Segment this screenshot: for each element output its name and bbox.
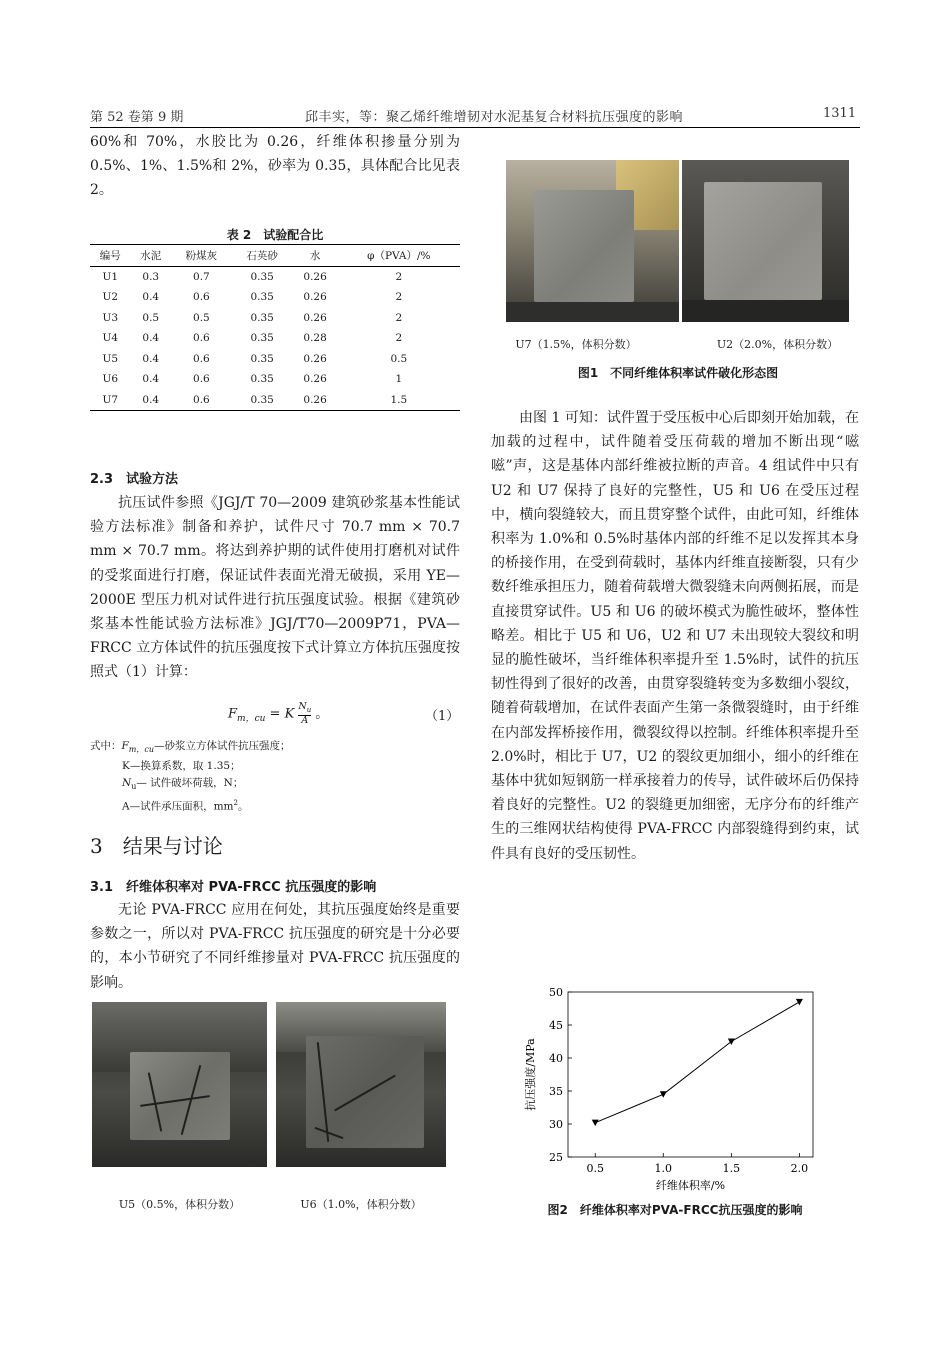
table-cell: 0.6: [193, 332, 210, 345]
photo-u5: [92, 1002, 267, 1167]
section-2-3-title: 2.3 试验方法: [90, 472, 179, 487]
photo-u5-caption: U5（0.5%，体积分数）: [118, 1198, 241, 1211]
y-tick-label: 50: [549, 986, 563, 999]
table-row: [90, 287, 460, 308]
table-cell: 0.6: [193, 352, 210, 365]
series-line: [595, 1002, 799, 1123]
table-row: [90, 308, 460, 329]
table-cell: 0.26: [303, 311, 327, 324]
header-rule: [90, 127, 860, 128]
table-cell: U6: [102, 373, 119, 386]
col-water: 水: [309, 249, 321, 262]
table-cell: 0.7: [193, 270, 210, 283]
table-row: [90, 266, 460, 287]
formula-1: $F_{m,cu} = K$ $\frac{N_u}{A}$ 。: [228, 701, 329, 726]
table-2: [90, 244, 460, 411]
table-cell: U2: [102, 291, 119, 304]
journal-issue: 第 52 卷第 9 期: [90, 110, 184, 125]
table-cell: U3: [102, 311, 119, 324]
table-cell: 0.26: [303, 270, 327, 283]
y-tick-label: 35: [549, 1085, 563, 1098]
table-cell: 0.26: [303, 352, 327, 365]
table-row: [90, 390, 460, 411]
photo-u7-caption: U7（1.5%，体积分数）: [515, 338, 637, 351]
table-cell: 1: [395, 373, 403, 386]
figure-2-caption: 图2 纤维体积率对PVA-FRCC抗压强度的影响: [547, 1203, 803, 1217]
figure-1-caption: 图1 不同纤维体积率试件破化形态图: [577, 366, 779, 380]
col-cement: 水泥: [140, 249, 162, 262]
table-cell: 0.35: [250, 332, 274, 345]
table-cell: 0.35: [250, 373, 274, 386]
table-cell: 0.26: [303, 393, 327, 406]
table-cell: 0.4: [142, 373, 160, 386]
table-cell: 0.3: [142, 270, 160, 283]
paragraph-test-method: 抗压试件参照《JGJ/T 70—2009 建筑砂浆基本性能试验方法标准》制备和养护，试件尺寸 70.7 mm × 70.7 mm × 70.7 mm。将达到养护期的试件使用打磨机对试件的受浆面进行打磨，保证试件表面光滑无破损，采用 YE—2000E 型压力机对试件进行抗压强度试验。根据《建筑砂浆基本性能试验方法标准》JGJ/T70—2009P71，PVA—FRCC 立方体试件的抗压强度按下式计算立方体抗压强度按照式（1）计算：: [90, 495, 460, 681]
col-flyash: 粉煤灰: [185, 249, 218, 262]
table-cell: 0.35: [250, 311, 274, 324]
table-cell: 2: [395, 332, 403, 345]
table-cell: 0.4: [142, 352, 160, 365]
table-cell: U5: [102, 352, 119, 365]
table-cell: 1.5: [390, 393, 408, 406]
table-cell: 0.4: [142, 393, 160, 406]
y-tick-label: 30: [549, 1118, 563, 1131]
table-cell: 0.5: [390, 352, 408, 365]
formula-number: （1）: [425, 709, 460, 724]
photo-u7: [506, 160, 679, 322]
photo-u2-caption: U2（2.0%，体积分数）: [716, 338, 839, 351]
y-tick-label: 25: [549, 1151, 563, 1164]
table-row: [90, 369, 460, 390]
table-cell: 0.35: [250, 270, 274, 283]
table-cell: 0.26: [303, 291, 327, 304]
table-cell: 0.4: [142, 332, 160, 345]
table-cell: 0.5: [193, 311, 210, 324]
table-row: [90, 349, 460, 370]
x-tick-label: 1.0: [654, 1162, 673, 1175]
data-point: [592, 1120, 599, 1127]
data-point: [660, 1091, 667, 1098]
y-axis-label: 抗压强度/MPa: [524, 1038, 537, 1111]
table-cell: 0.4: [142, 291, 160, 304]
table-cell: 0.35: [250, 393, 274, 406]
table-cell: 0.5: [142, 311, 160, 324]
col-quartz-sand: 石英砂: [246, 249, 278, 262]
y-tick-label: 40: [549, 1052, 563, 1065]
x-tick-label: 0.5: [586, 1162, 604, 1175]
col-pva: φ（PVA）/%: [367, 249, 431, 262]
table-cell: 0.35: [250, 291, 274, 304]
paragraph-intro-3-1: 无论 PVA-FRCC 应用在何处，其抗压强度始终是重要参数之一，所以对 PVA-FRCC 抗压强度的研究是十分必要的，本小节研究了不同纤维掺量对 PVA-FRCC 抗压强度的影响。: [90, 902, 460, 991]
table-cell: U1: [102, 270, 119, 283]
x-tick-label: 2.0: [790, 1162, 809, 1175]
photo-u2: [682, 160, 849, 322]
formula-fraction: $\frac{N_u}{A}$: [298, 701, 312, 726]
paragraph-results: 由图 1 可知：试件置于受压板中心后即刻开始加载，在加载的过程中，试件随着受压荷载的增加不断出现“嗞嗞”声，这是基体内部纤维被拉断的声音。4 组试件中只有 U2 和 U7 保持了良好的完整性，U5 和 U6 在受压过程中，横向裂缝较大，而且贯穿整个试件，由此可知，纤维体积率为 1.0%和 0.5%时基体内部的纤维不足以发挥其本身的桥接作用，在受到荷载时，基体内纤维直接断裂，只有少数纤维承担压力，随着荷载增大微裂缝未向两侧拓展，而是直接贯穿试件。U5 和 U6 的破坏模式为脆性破坏，整体性略差。相比于 U5 和 U6，U2 和 U7 未出现较大裂纹和明显的脆性破坏，当纤维体积率提升至 1.5%时，试件的抗压韧性得到了很好的改善，由贯穿裂缝转变为多数细小裂纹，随着荷载增加，在试件表面产生第一条微裂缝时，由于纤维在内部发挥桥接作用，微裂纹得以控制。纤维体积率提升至 2.0%时，相比于 U7，U2 的裂纹更加细小，细小的纤维在基体中犹如短钢筋一样承接着力的传导，试件破坏后仍保持着良好的完整性。U2 的裂缝更加细密，无序分布的纤维产生的三维网状结构使得 PVA-FRCC 内部裂缝得到约束，试件具有良好的受压韧性。: [491, 410, 859, 862]
figure-2-chart: [520, 980, 820, 1195]
photo-u6-caption: U6（1.0%，体积分数）: [300, 1198, 422, 1211]
table-cell: 0.6: [193, 291, 210, 304]
y-tick-label: 45: [549, 1019, 563, 1032]
table-cell: 0.6: [193, 373, 210, 386]
table-cell: 0.28: [303, 332, 327, 345]
table-2-caption: 表 2 试验配合比: [226, 228, 324, 242]
x-axis-label: 纤维体积率/%: [655, 1179, 726, 1192]
table-row: [90, 328, 460, 349]
running-title: 邱丰实，等：聚乙烯纤维增韧对水泥基复合材料抗压强度的影响: [305, 110, 684, 125]
table-cell: 0.26: [303, 373, 327, 386]
table-cell: 2: [395, 311, 403, 324]
x-tick-label: 1.5: [722, 1162, 741, 1175]
table-cell: U4: [102, 332, 119, 345]
section-3-title: 3 结果与讨论: [90, 834, 223, 858]
table-cell: 0.6: [193, 393, 210, 406]
col-id: 编号: [99, 249, 121, 262]
table-cell: 0.35: [250, 352, 274, 365]
formula-notes: 式中：$F_{m,cu}—$砂浆立方体试件抗压强度； K—换算系数，取 1.35； $N_u—$ 试件破坏荷载，N； A—试件承压面积，$mm^2$。: [90, 740, 291, 813]
photo-u6: [276, 1002, 446, 1167]
paragraph-mix-ratio: 60%和 70%，水胶比为 0.26，纤维体积掺量分别为 0.5%、1%、1.5%和 2%，砂率为 0.35，具体配合比见表 2。: [90, 134, 460, 199]
table-cell: 2: [395, 270, 403, 283]
plot-frame: [568, 992, 813, 1157]
page-number: 1311: [823, 106, 857, 121]
data-point: [796, 999, 803, 1006]
table-header-row: [90, 245, 460, 267]
table-cell: U7: [102, 393, 119, 406]
table-cell: 2: [395, 291, 403, 304]
section-3-1-title: 3.1 纤维体积率对 PVA-FRCC 抗压强度的影响: [90, 880, 377, 895]
